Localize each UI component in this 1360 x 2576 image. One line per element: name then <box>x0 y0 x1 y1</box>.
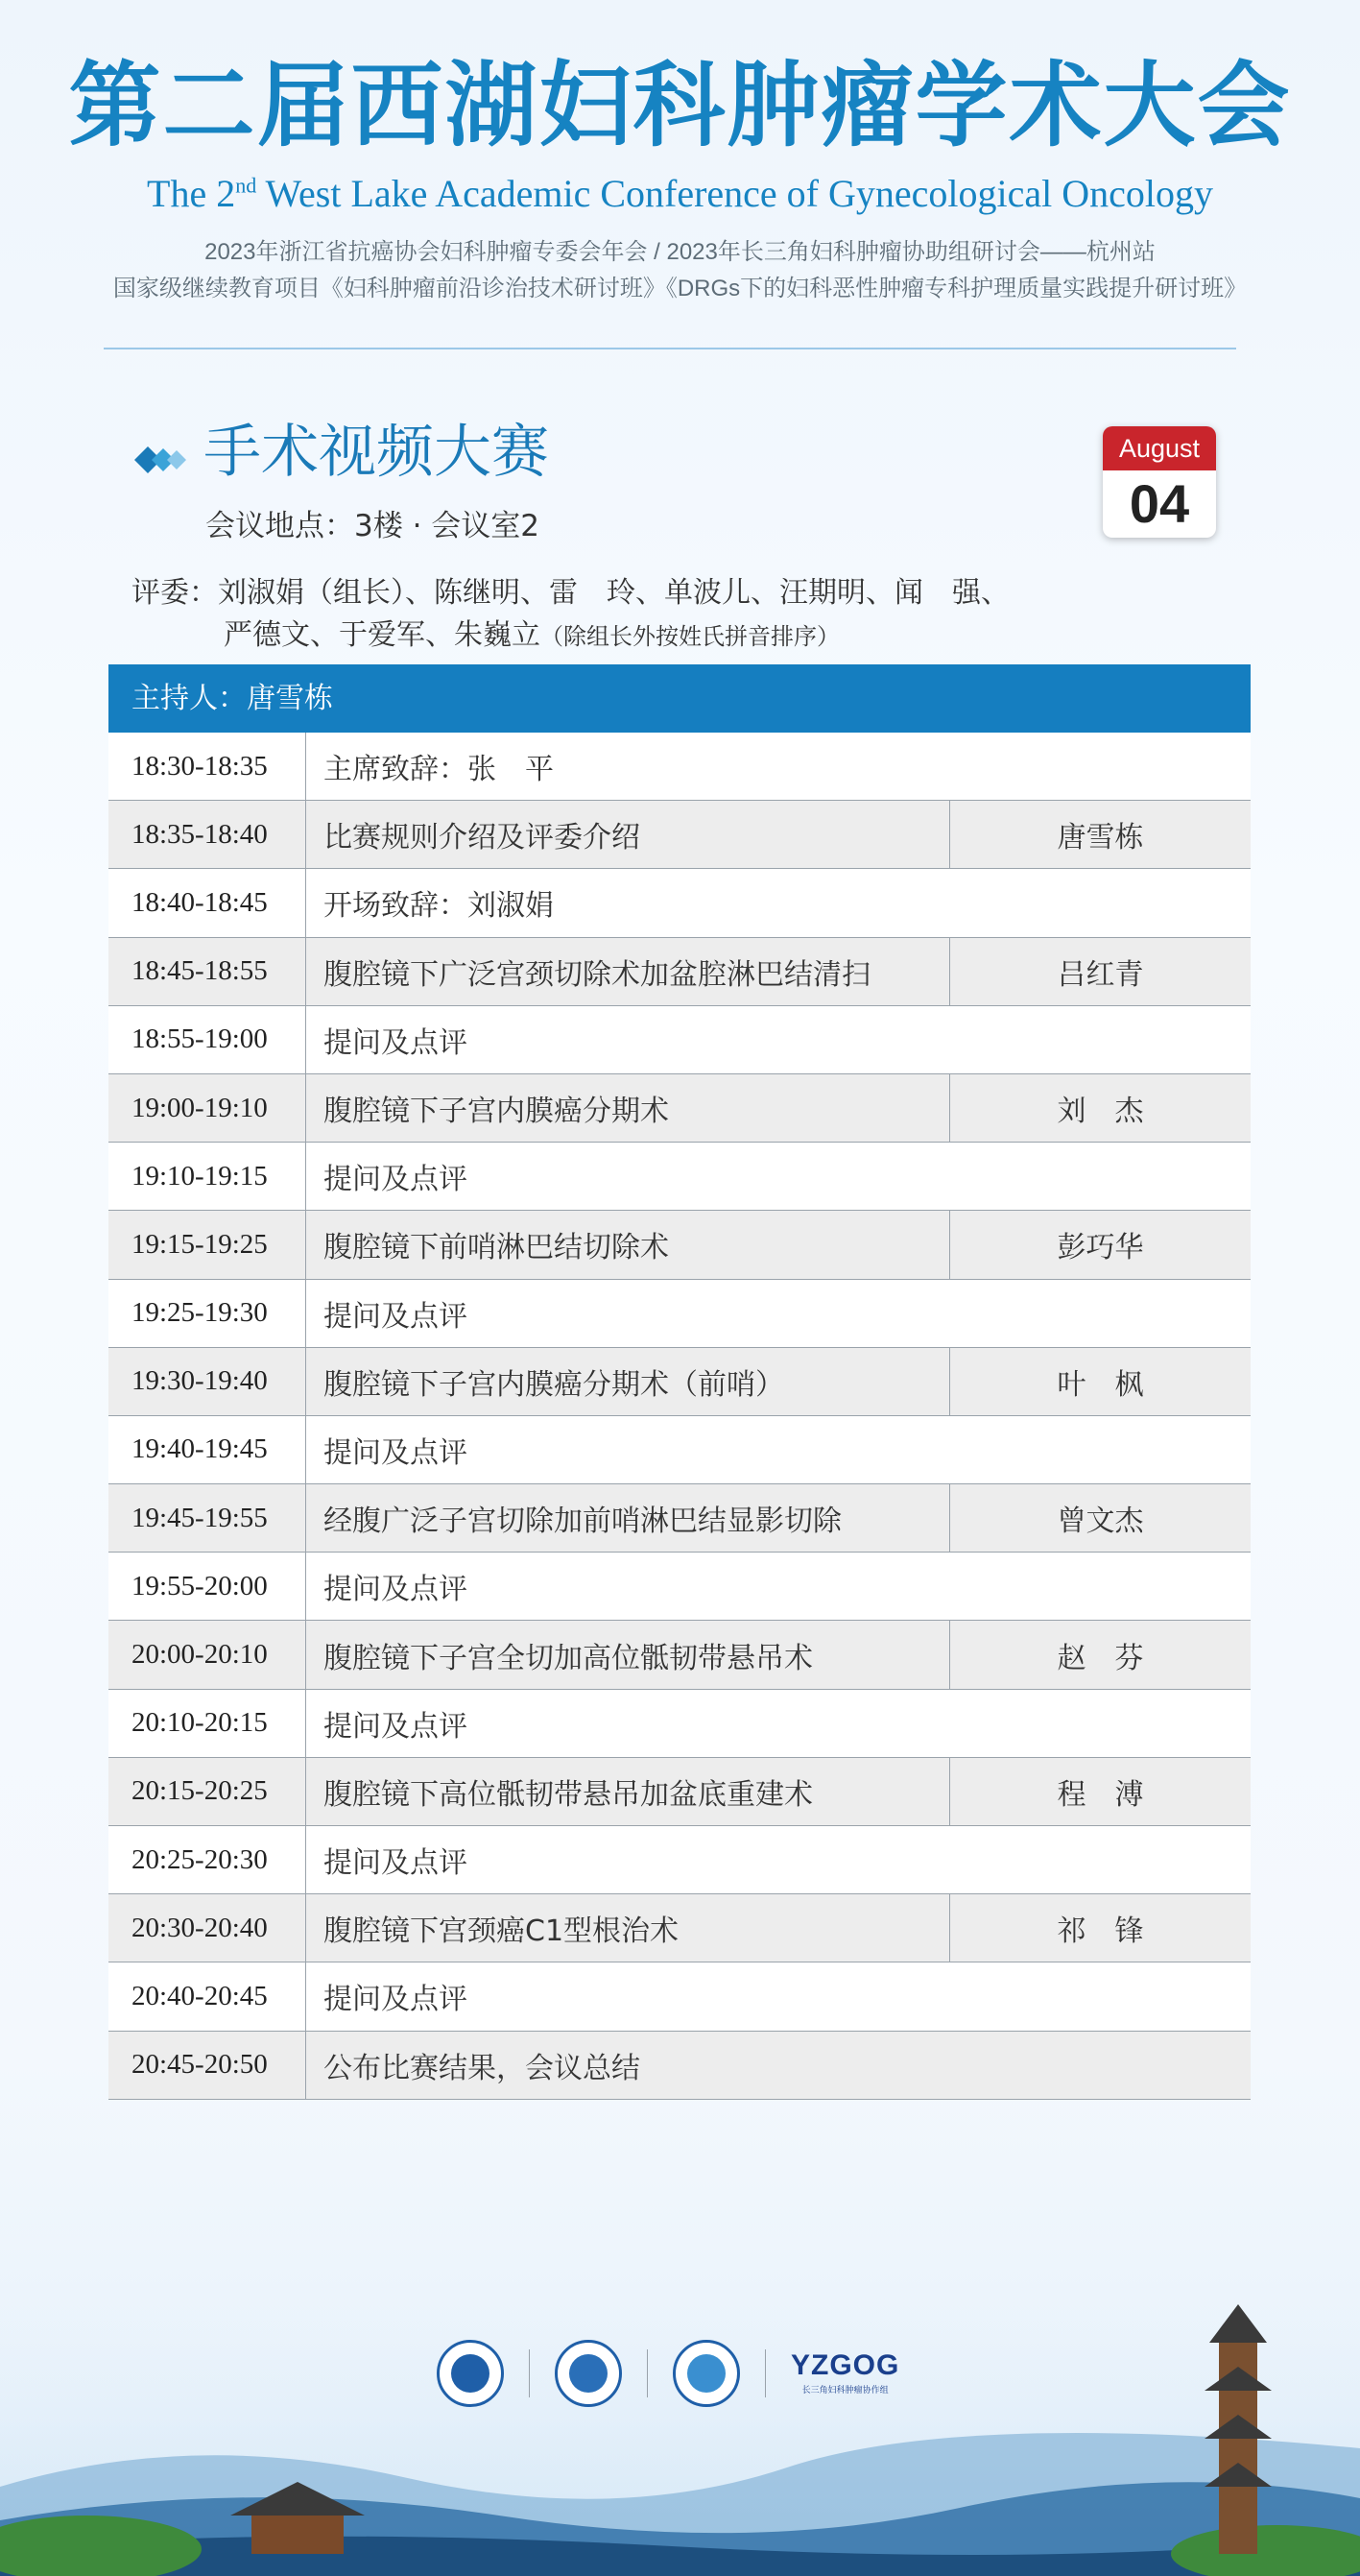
yzgog-subtitle: 长三角妇科肿瘤协作组 <box>801 2386 889 2395</box>
schedule-topic: 腹腔镜下高位骶韧带悬吊加盆底重建术 <box>323 1777 813 1812</box>
schedule-row <box>108 1143 1251 1211</box>
yzgog-name: YZGOG <box>791 2349 900 2381</box>
schedule-time: 19:55-20:00 <box>108 1553 306 1620</box>
schedule-row <box>108 1962 1251 2031</box>
header-divider <box>104 348 1236 349</box>
schedule-row <box>108 1074 1251 1143</box>
schedule-presenter: 曾文杰 <box>949 1484 1251 1552</box>
venue-text: 会议地点：3楼 · 会议室2 <box>205 509 540 543</box>
schedule-row <box>108 1758 1251 1826</box>
subtitle-line-2: 国家级继续教育项目《妇科肿瘤前沿诊治技术研讨班》《DRGs下的妇科恶性肿瘤专科护理质量实践提升研讨班》 <box>112 276 1248 301</box>
schedule-presenter: 彭巧华 <box>949 1211 1251 1278</box>
schedule-topic: 提问及点评 <box>323 1163 467 1197</box>
schedule-row <box>108 1280 1251 1348</box>
schedule-presenter: 唐雪栋 <box>949 801 1251 868</box>
logo-divider <box>765 2349 766 2397</box>
schedule-row <box>108 1211 1251 1279</box>
date-month: August <box>1103 426 1216 470</box>
section-title: 手术视频大赛 <box>203 419 549 486</box>
schedule-presenter: 程 溥 <box>949 1758 1251 1825</box>
schedule-topic: 腹腔镜下广泛宫颈切除术加盆腔淋巴结清扫 <box>323 957 871 992</box>
schedule-row <box>108 1484 1251 1553</box>
schedule-time: 20:45-20:50 <box>108 2032 306 2099</box>
diamond-bullet-icon <box>134 442 192 478</box>
host-bar: 主持人：唐雪栋 <box>108 664 1251 733</box>
schedule-row <box>108 733 1251 801</box>
schedule-row <box>108 1416 1251 1484</box>
schedule-topic: 主席致辞：张 平 <box>323 753 554 787</box>
conference-title-en: The 2nd West Lake Academic Conference of Gynecological Oncology <box>147 172 1213 215</box>
schedule-topic: 提问及点评 <box>323 1025 467 1060</box>
schedule-row <box>108 1690 1251 1758</box>
logo-divider <box>529 2349 530 2397</box>
schedule-topic: 提问及点评 <box>323 1846 467 1881</box>
schedule-topic: 提问及点评 <box>323 1983 467 2017</box>
schedule-row <box>108 1826 1251 1894</box>
schedule-topic: 提问及点评 <box>323 1709 467 1744</box>
schedule-row <box>108 2032 1251 2100</box>
schedule-presenter: 吕红青 <box>949 938 1251 1005</box>
schedule-row <box>108 801 1251 869</box>
schedule-time: 20:30-20:40 <box>108 1894 306 1962</box>
schedule-time: 19:45-19:55 <box>108 1484 306 1552</box>
schedule-row <box>108 1894 1251 1962</box>
schedule-time: 19:10-19:15 <box>108 1143 306 1210</box>
schedule-topic: 比赛规则介绍及评委介绍 <box>323 821 640 855</box>
schedule-row <box>108 869 1251 937</box>
sponsor-logos <box>437 2335 899 2412</box>
association-logo-1 <box>437 2340 504 2407</box>
schedule-row <box>108 1348 1251 1416</box>
schedule-topic: 提问及点评 <box>323 1299 467 1334</box>
schedule-topic: 腹腔镜下宫颈癌C1型根治术 <box>323 1914 680 1949</box>
schedule-topic: 开场致辞：刘淑娟 <box>323 889 554 924</box>
schedule-time: 19:30-19:40 <box>108 1348 306 1415</box>
date-badge <box>1103 426 1216 538</box>
subtitle-line-1: 2023年浙江省抗癌协会妇科肿瘤专委会年会 / 2023年长三角妇科肿瘤协助组研讨会——杭州站 <box>204 239 1156 265</box>
date-day: 04 <box>1129 473 1190 534</box>
schedule-time: 18:30-18:35 <box>108 733 306 800</box>
schedule-presenter: 叶 枫 <box>949 1348 1251 1415</box>
schedule-presenter: 祁 锋 <box>949 1894 1251 1962</box>
schedule-table <box>108 664 1251 2100</box>
judges-block <box>131 572 1010 658</box>
schedule-row <box>108 938 1251 1006</box>
schedule-topic: 公布比赛结果，会议总结 <box>323 2051 640 2085</box>
judges-note: （除组长外按姓氏拼音排序） <box>540 623 840 650</box>
schedule-time: 20:10-20:15 <box>108 1690 306 1757</box>
schedule-row <box>108 1621 1251 1689</box>
schedule-time: 18:55-19:00 <box>108 1006 306 1073</box>
yzgog-logo <box>791 2351 899 2395</box>
association-logo-2 <box>555 2340 622 2407</box>
schedule-time: 19:40-19:45 <box>108 1416 306 1483</box>
schedule-topic: 提问及点评 <box>323 1435 467 1470</box>
schedule-topic: 腹腔镜下前哨淋巴结切除术 <box>323 1231 669 1265</box>
schedule-time: 18:40-18:45 <box>108 869 306 936</box>
schedule-time: 20:00-20:10 <box>108 1621 306 1688</box>
schedule-presenter: 赵 芬 <box>949 1621 1251 1688</box>
schedule-time: 18:35-18:40 <box>108 801 306 868</box>
schedule-row <box>108 1006 1251 1074</box>
schedule-time: 20:15-20:25 <box>108 1758 306 1825</box>
schedule-topic: 腹腔镜下子宫内膜癌分期术 <box>323 1095 669 1129</box>
schedule-time: 20:25-20:30 <box>108 1826 306 1893</box>
schedule-time: 19:00-19:10 <box>108 1074 306 1142</box>
schedule-topic: 提问及点评 <box>323 1573 467 1607</box>
schedule-topic: 腹腔镜下子宫内膜癌分期术（前哨） <box>323 1367 784 1402</box>
conference-title-cn: 第二届西湖妇科肿瘤学术大会 <box>68 51 1292 159</box>
judges-line-1: 评委：刘淑娟（组长）、陈继明、雷 玲、单波儿、汪期明、闻 强、 <box>131 576 1010 610</box>
logo-divider <box>647 2349 648 2397</box>
schedule-presenter: 刘 杰 <box>949 1074 1251 1142</box>
schedule-time: 19:25-19:30 <box>108 1280 306 1347</box>
scenery-illustration <box>0 2285 1360 2576</box>
schedule-topic: 经腹广泛子宫切除加前哨淋巴结显影切除 <box>323 1505 842 1539</box>
schedule-topic: 腹腔镜下子宫全切加高位骶韧带悬吊术 <box>323 1641 813 1675</box>
schedule-time: 18:45-18:55 <box>108 938 306 1005</box>
schedule-time: 19:15-19:25 <box>108 1211 306 1278</box>
schedule-time: 20:40-20:45 <box>108 1962 306 2030</box>
association-logo-3 <box>673 2340 740 2407</box>
schedule-row <box>108 1553 1251 1621</box>
judges-line-2: 严德文、于爱军、朱巍立（除组长外按姓氏拼音排序） <box>224 618 840 652</box>
